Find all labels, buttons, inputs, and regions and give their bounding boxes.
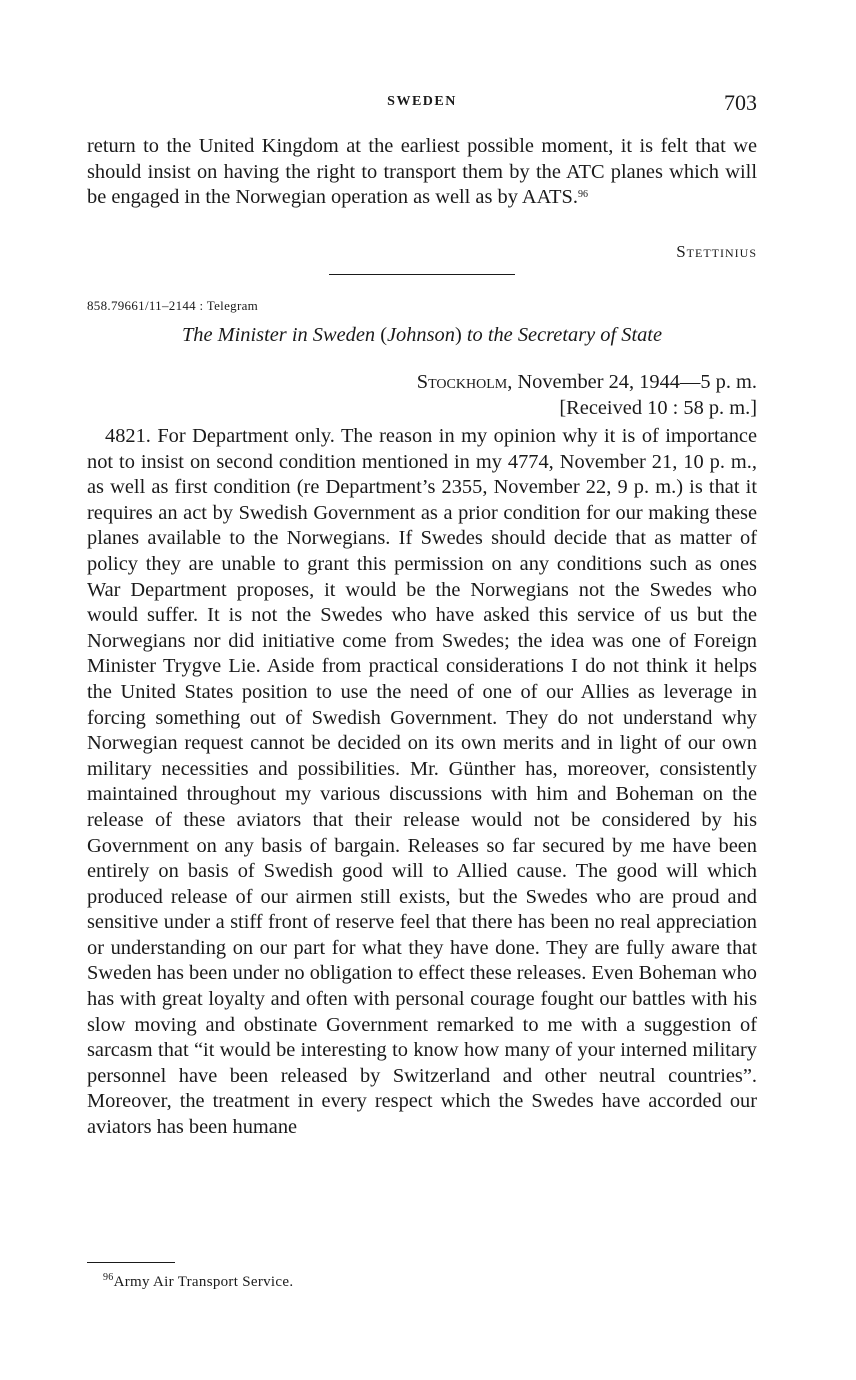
footnote-marker: 96 <box>103 1272 114 1283</box>
footnote-reference: 96 <box>577 189 588 201</box>
footnote <box>103 1274 293 1291</box>
title-part-2: to the Secretary of State <box>466 324 663 346</box>
dateline-date: November 24, 1944—5 p. m. <box>517 371 757 393</box>
document-page <box>87 0 757 1380</box>
dateline-line <box>417 370 757 396</box>
title-close-paren: ) <box>454 324 462 346</box>
telegram-body: 4821. For Department only. The reason in my opinion why it is of importance not to insist on second condition mentioned in my 4774, November 21, 10 p. m., as well as first condition (re Department’s 2355, November 22, 9 p. m.) is that it requires an act by Swedish Government as a prior condition for our making these planes available to the Norwegians. If Swedes should decide that as matter of policy they are unable to grant this permission on any conditions such as ones War Department proposes, it would be the Norwegians not the Swedes who would suffer. It is not the Swedes who have asked this service of us but the Norwegians nor did initiative come from Swedes; the idea was one of Foreign Minister Trygve Lie. Aside from practical considerations I do not think it helps the United States position to use the need of one of our Allies as leverage in forcing something out of Swedish Government. They do not understand why Norwegian request cannot be decided on its own merits and in light of our own military necessities and possibilities. Mr. Günther has, moreover, consistently maintained throughout my various discussions with him and Boheman on the release of these aviators that their release would not be considered by his Government on any basis of bargain. Releases so far secured by me have been entirely on basis of Swedish good will to Allied cause. The good will which produced release of our airmen still exists, but the Swedes who are proud and sensitive under a stiff front of reserve feel that there has been no real appreciation or understanding on our part for what they have done. They are fully aware that Sweden has been under no obligation to effect these releases. Even Boheman who has with great loyalty and often with personal courage fought our battles with his slow moving and obstinate Government remarked to me with a suggestion of sarcasm that “it would be interesting to know how many of your interned military personnel have been released by Switzerland and other neutral countries”. Moreover, the treatment in every respect which the Swedes have accorded our aviators has been humane <box>87 425 757 1139</box>
section-separator <box>329 274 515 275</box>
running-title: SWEDEN <box>387 94 457 109</box>
continuation-paragraph <box>87 134 757 211</box>
dateline-place: Stockholm, <box>416 371 513 393</box>
title-part-1: The Minister in Sweden <box>181 324 376 346</box>
footnote-text: Army Air Transport Service. <box>113 1274 294 1290</box>
title-open-paren: ( <box>380 324 387 346</box>
received-line: [Received 10 : 58 p. m.] <box>559 396 757 419</box>
dateline <box>417 370 757 421</box>
footnote-rule <box>87 1262 175 1263</box>
running-head <box>87 92 757 120</box>
page-number: 703 <box>724 90 757 115</box>
signature: Stettinius <box>676 242 757 261</box>
continuation-text: return to the United Kingdom at the earliest possible moment, it is felt that we should insist on having the right to transport them by the ATC planes which will be engaged in the Norwegian operation as well as by AATS. <box>87 135 757 209</box>
document-title <box>87 324 757 347</box>
title-name: Johnson <box>386 324 455 346</box>
file-reference: 858.79661/11–2144 : Telegram <box>87 298 259 313</box>
